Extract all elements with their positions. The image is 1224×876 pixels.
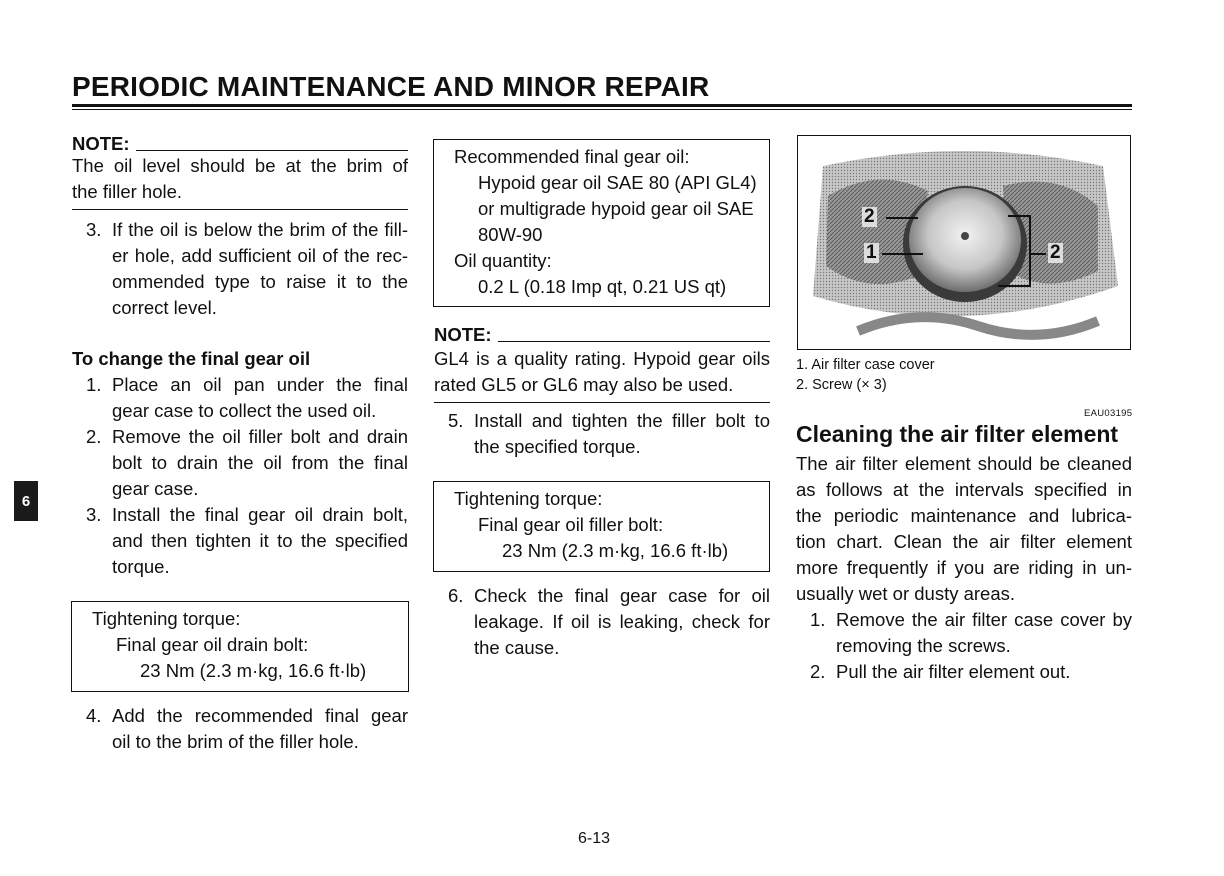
step-text: torque. bbox=[112, 556, 170, 577]
step-text: gear case to collect the used oil. bbox=[112, 400, 377, 421]
figure-caption: 2. Screw (× 3) bbox=[796, 377, 887, 393]
note-label: NOTE: bbox=[72, 133, 130, 154]
step-text: Remove the air filter case cover by bbox=[836, 609, 1132, 630]
step-text: ommended type to raise it to the bbox=[112, 271, 408, 292]
air-filter-illustration bbox=[798, 136, 1131, 350]
note-end-rule bbox=[434, 402, 770, 403]
figure-caption: 1. Air filter case cover bbox=[796, 357, 935, 373]
step-text: Install and tighten the filler bolt to bbox=[474, 410, 770, 431]
torque-value: 23 Nm (2.3 m·kg, 16.6 ft·lb) bbox=[502, 540, 729, 561]
step-text: er hole, add sufficient oil of the rec- bbox=[112, 245, 408, 266]
oil-qty-value: 0.2 L (0.18 Imp qt, 0.21 US qt) bbox=[478, 276, 727, 297]
step-text: gear case. bbox=[112, 478, 199, 499]
step-text: correct level. bbox=[112, 297, 217, 318]
paragraph-line: the periodic maintenance and lubrica- bbox=[796, 505, 1132, 526]
note-line: The oil level should be at the brim of bbox=[72, 155, 408, 176]
paragraph-line: more frequently if you are riding in un- bbox=[796, 557, 1132, 578]
torque-item: Final gear oil filler bolt: bbox=[478, 514, 664, 535]
step-text: If the oil is below the brim of the fill- bbox=[112, 219, 408, 240]
torque-title: Tightening torque: bbox=[454, 488, 603, 509]
step-number: 2. bbox=[810, 661, 826, 682]
air-filter-photo bbox=[797, 135, 1131, 350]
oil-spec-line: Hypoid gear oil SAE 80 (API GL4) bbox=[478, 172, 757, 193]
step-text: oil to the brim of the filler hole. bbox=[112, 731, 359, 752]
step-text: the specified torque. bbox=[474, 436, 641, 457]
step-text: Install the final gear oil drain bolt, bbox=[112, 504, 408, 525]
subheading: To change the final gear oil bbox=[72, 348, 311, 369]
note-rule bbox=[136, 150, 408, 151]
step-text: Add the recommended final gear bbox=[112, 705, 408, 726]
note-line: GL4 is a quality rating. Hypoid gear oils bbox=[434, 348, 770, 369]
step-number: 3. bbox=[86, 504, 102, 525]
paragraph-line: tion chart. Clean the air filter element bbox=[796, 531, 1132, 552]
paragraph-line: as follows at the intervals specified in bbox=[796, 479, 1132, 500]
reference-code: EAU03195 bbox=[1084, 408, 1133, 419]
step-text: Place an oil pan under the final bbox=[112, 374, 408, 395]
note-end-rule bbox=[72, 209, 408, 210]
torque-title: Tightening torque: bbox=[92, 608, 241, 629]
note-label: NOTE: bbox=[434, 324, 492, 345]
section-heading: Cleaning the air filter element bbox=[796, 421, 1119, 447]
step-text: bolt to drain the oil from the final bbox=[112, 452, 408, 473]
page-title: PERIODIC MAINTENANCE AND MINOR REPAIR bbox=[72, 71, 710, 102]
step-number: 5. bbox=[448, 410, 464, 431]
step-text: Pull the air filter element out. bbox=[836, 661, 1071, 682]
page-number: 6-13 bbox=[578, 830, 611, 847]
note-rule bbox=[498, 341, 770, 342]
step-text: the cause. bbox=[474, 637, 560, 658]
step-text: removing the screws. bbox=[836, 635, 1011, 656]
callout-label: 2 bbox=[864, 206, 875, 227]
oil-spec-title: Recommended final gear oil: bbox=[454, 146, 690, 167]
paragraph-line: usually wet or dusty areas. bbox=[796, 583, 1016, 604]
oil-spec-line: or multigrade hypoid gear oil SAE bbox=[478, 198, 754, 219]
oil-spec-line: 80W-90 bbox=[478, 224, 543, 245]
step-text: leakage. If oil is leaking, check for bbox=[474, 611, 770, 632]
torque-item: Final gear oil drain bolt: bbox=[116, 634, 309, 655]
paragraph-line: The air filter element should be cleaned bbox=[796, 453, 1132, 474]
note-line: the filler hole. bbox=[72, 181, 183, 202]
step-text: Check the final gear case for oil bbox=[474, 585, 770, 606]
title-rule bbox=[72, 104, 1132, 107]
callout-label: 1 bbox=[866, 242, 877, 263]
oil-qty-label: Oil quantity: bbox=[454, 250, 552, 271]
step-number: 4. bbox=[86, 705, 102, 726]
step-text: Remove the oil filler bolt and drain bbox=[112, 426, 408, 447]
step-number: 1. bbox=[810, 609, 826, 630]
step-text: and then tighten it to the specified bbox=[112, 530, 408, 551]
step-number: 1. bbox=[86, 374, 102, 395]
section-tab: 6 bbox=[14, 481, 38, 521]
note-line: rated GL5 or GL6 may also be used. bbox=[434, 374, 734, 395]
title-rule-thin bbox=[72, 109, 1132, 110]
step-number: 6. bbox=[448, 585, 464, 606]
step-number: 3. bbox=[86, 219, 102, 240]
step-number: 2. bbox=[86, 426, 102, 447]
center-screw bbox=[961, 232, 969, 240]
callout-label: 2 bbox=[1050, 242, 1061, 263]
torque-value: 23 Nm (2.3 m·kg, 16.6 ft·lb) bbox=[140, 660, 367, 681]
